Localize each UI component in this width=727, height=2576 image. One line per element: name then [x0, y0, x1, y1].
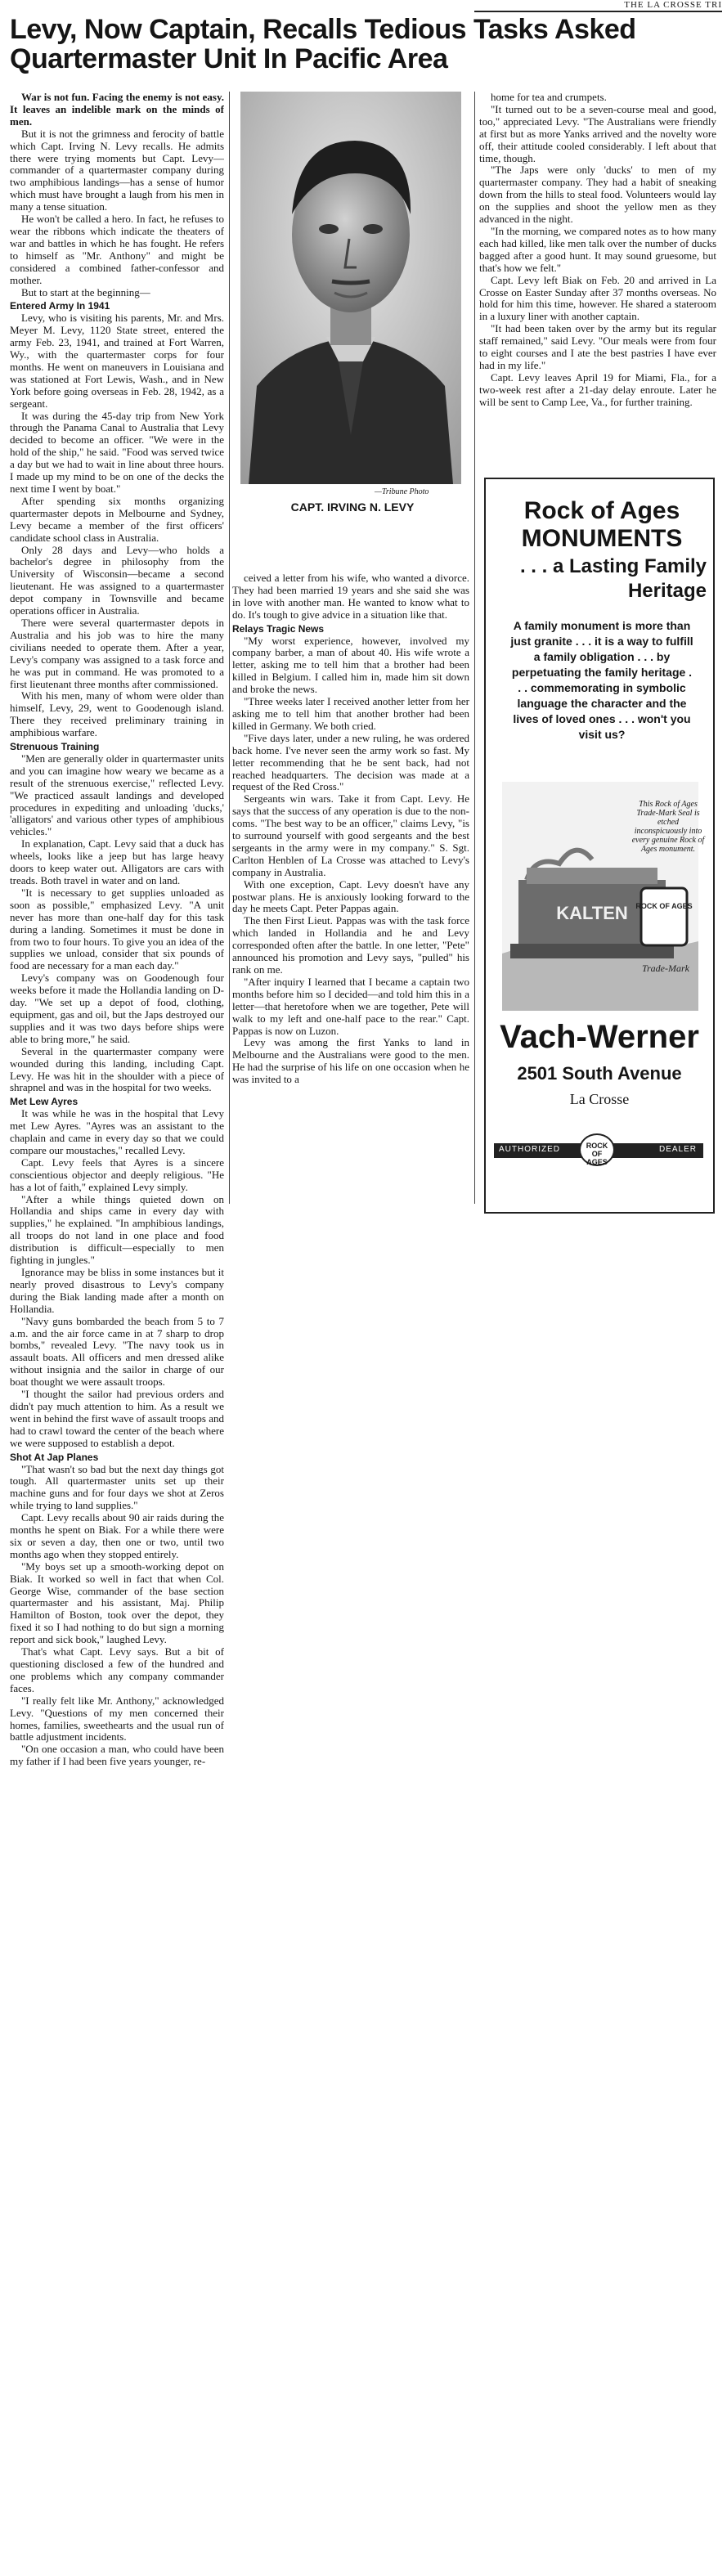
- rock-of-ages-seal-icon: ROCK OF AGES: [579, 1133, 615, 1166]
- subhead: Relays Tragic News: [232, 622, 325, 635]
- paragraph: The then First Lieut. Pappas was with the task force which landed in Hollandia and he and Levy corresponded often after the battle. In one letter, "Pete" announced his promotion and Levy says, "pulled" his rank on me.: [232, 914, 469, 976]
- photo-credit: —Tribune Photo: [375, 487, 429, 496]
- paragraph: ceived a letter from his wife, who wanted a divorce. They had been married 19 years and she said she was in love with another man. He wanted to know what to do. It's tough to give advice in a situation like that.: [232, 572, 469, 621]
- monument-name: KALTEN: [556, 903, 628, 923]
- ad-address: 2501 South Avenue: [517, 1063, 682, 1084]
- ad-tagline: . . . a Lasting Family Heritage: [519, 555, 707, 602]
- ad-firm-name: Vach-Werner: [500, 1019, 699, 1055]
- paragraph: Sergeants win wars. Take it from Capt. Levy. He says that the success of any operation is due to the non-coms. "The best way to be an officer," claims Levy, "is to surround yourself with good sergeants and the best sergeants in the army were in my company." S. Sgt. Carlton Henblen of La Crosse was attached to Levy's company in Australia.: [232, 792, 469, 878]
- paragraph: "After inquiry I learned that I became a captain two months before him so I decided—and told him this in a letter—that heretofore when we are together, Pete will walk to my left and one-half pace to the rear." Capt. Pappas is now on Luzon.: [232, 975, 469, 1037]
- paragraph: home for tea and crumpets.: [491, 92, 607, 103]
- paragraph: But it is not the grimness and ferocity of battle which Capt. Irving N. Levy recalls. He admits there were trying moments but Capt. Levy—commander of a quartermaster company during two amphibious landings—has a sense of humor which must have brought a laugh from his men in many a tense situation.: [10, 127, 224, 213]
- paragraph: "I really felt like Mr. Anthony," acknowledged Levy. "Questions of my men concerned their homes, families, sweethearts and the usual run of battle adjustment incidents.: [10, 1694, 224, 1744]
- article-column-1: [10, 92, 224, 2569]
- authorized-label: AUTHORIZED: [499, 1145, 560, 1154]
- paragraph: "Navy guns bombarded the beach from 5 to 7 a.m. and the air force came in at 7 sharp to drop bombs," revealed Levy. "The navy took us in assault boats. All officers and men dressed alike without insignia and the sailor in charge of our boat thought we were assault troops.: [10, 1314, 224, 1389]
- portrait-photo-block: [236, 92, 469, 550]
- authorized-dealer-band: [494, 1133, 703, 1166]
- paragraph: There were several quartermaster depots in Australia and his job was to hire the many civilians needed to operate them. After a year, Levy's company was assigned to a task force and he was put in command. He was promoted to a first lieutenant three months after commissioned.: [10, 616, 224, 690]
- paragraph: Capt. Levy left Biak on Feb. 20 and arrived in La Crosse on Easter Sunday after 37 months overseas. No hold for him this time, however. He shared a stateroom in a luxury liner with another captain.: [479, 273, 716, 323]
- paragraph: "It turned out to be a seven-course meal and good, too," appreciated Levy. "The Australians were friendly at first but as more Yanks arrived and the novelty wore off, their attitude cooled considerably. I left about that time, though.: [479, 102, 716, 164]
- paragraph: It was while he was in the hospital that Levy met Lew Ayres. "Ayres was an assistant to the chaplain and came in every day so that we could compare our moustaches," recalled Levy.: [10, 1107, 224, 1156]
- article-column-3: [479, 92, 716, 468]
- paragraph: In explanation, Capt. Levy said that a duck has wheels, looks like a jeep but has large heavy doors to keep water out. Alligators are cars with treads. Both travel in water and on land.: [10, 837, 224, 886]
- paragraph: He won't be called a hero. In fact, he refuses to wear the ribbons which indicate the theaters of war and battles in which he has fought. He refers to himself as "Mr. Anthony" and might be considered a combined father-confessor and mother.: [10, 213, 224, 286]
- trade-mark-label: Trade-Mark: [642, 963, 689, 974]
- subhead: Shot At Jap Planes: [10, 1451, 99, 1463]
- header-rule: [474, 11, 722, 12]
- ad-city: La Crosse: [569, 1091, 630, 1107]
- monument-advertisement: [484, 478, 715, 1214]
- article-column-2: [232, 572, 469, 1194]
- paragraph: Only 28 days and Levy—who holds a bachelor's degree in philosophy from the University of Wisconsin—became a second lieutenant. He was assigned to a quartermaster depot company in Townsville and became operations officer in Australia.: [10, 543, 224, 617]
- paragraph: "Five days later, under a new ruling, he was ordered back home. I've never seen the army work so fast. My letter recommending that he be sent back, had not reached headquarters. The decision was made at a request of the Red Cross.": [232, 731, 469, 793]
- paragraph: "That wasn't so bad but the next day things got tough. All quartermaster units set up their machine guns and for four days we shot at Zeros while trying to land supplies.": [10, 1462, 224, 1512]
- column-rule: [474, 92, 475, 1204]
- paragraph: "I thought the sailor had previous orders and didn't pay much attention to him. As a result we went in behind the first wave of assault troops and had to crawl toward the center of the beach where we were supposed to establish a depot.: [10, 1388, 224, 1449]
- paragraph: "On one occasion a man, who could have been my father if I had been five years younger, re-: [10, 1743, 224, 1768]
- paragraph: War is not fun. Facing the enemy is not easy. It leaves an indelible mark on the minds of men.: [10, 92, 224, 128]
- paragraph: "Men are generally older in quartermaster units and you can imagine how weary we became as a result of the strenuous exercise," reflected Levy. "We practiced assault landings and developed procedures in expediting and unloading 'ducks,' 'alligators' and various other types of amphibious vehicles.": [10, 752, 224, 838]
- seal-text: ROCK OF AGES: [635, 902, 693, 910]
- ad-seal-note: This Rock of Ages Trade-Mark Seal is etched inconspicuously into every genuine Rock of Ages monument.: [631, 800, 705, 854]
- paragraph: "In the morning, we compared notes as to how many each had killed, like men talk over the number of ducks bagged after a good hunt. It may sound gruesome, but that's how we felt.": [479, 224, 716, 274]
- ad-body: A family monument is more than just granite . . . it is a way to fulfill a family obligation . . . by perpetuating the family heritage . . . commemorating in symbolic language the character and the lives of loved ones . . . won't you visit us?: [510, 619, 693, 741]
- paragraph: But to start at the beginning—: [21, 285, 150, 298]
- paragraph: Levy, who is visiting his parents, Mr. and Mrs. Meyer M. Levy, 1120 State street, entered the army Feb. 23, 1941, and trained at Fort Warren, Wy., with the quartermaster corps for four months. He went on maneuvers in Louisiana and was stationed at Fort Lewis, Wash., and in New York before going overseas in Feb. 28, 1942, as a sergeant.: [10, 312, 224, 410]
- paragraph: "After a while things quieted down on Hollandia and ships came in every day with supplies," he explained. "In amphibious landings, all troops do not land in one place and food distribution is difficult—especially to men fighting in jungles.": [10, 1192, 224, 1267]
- paragraph: "The Japs were only 'ducks' to men of my quartermaster company. They had a habit of sneaking down from the hills to steal food. Volunteers would lay on the supplies and shoot the yellow men as they advanced in the night.: [479, 164, 716, 226]
- photo-caption: CAPT. IRVING N. LEVY: [290, 500, 415, 514]
- paragraph: "My boys set up a smooth-working depot on Biak. It worked so well in fact that when Col. George Wise, commander of the base section quartermaster and his assistant, Maj. Philip Hamilton of Boston, took over the depot, they fixed it so I had nothing to do but sign a morning report and sick book," laughed Levy.: [10, 1560, 224, 1646]
- paragraph: Levy's company was on Goodenough four weeks before it made the Hollandia landing on D-day. "We set up a depot of food, clothing, equipment, gas and oil, but the Japs destroyed our supplies and it was two days before ships were able to bring more," he said.: [10, 972, 224, 1045]
- subhead: Strenuous Training: [10, 741, 100, 753]
- dealer-label: DEALER: [658, 1145, 697, 1154]
- ad-title: Rock of Ages MONUMENTS: [521, 497, 683, 552]
- headline: Levy, Now Captain, Recalls Tedious Tasks Asked Quartermaster Unit In Pacific Area: [10, 14, 636, 74]
- subhead: Entered Army In 1941: [10, 300, 110, 312]
- paragraph: Levy was among the first Yanks to land in Melbourne and the Australians were good to the men. He had the surprise of his life on one occasion when he was invited to a: [232, 1036, 469, 1086]
- paragraph: Ignorance may be bliss in some instances but it nearly proved disastrous to Levy's company during the Biak landing made after a month on Hollandia.: [10, 1266, 224, 1315]
- paragraph: It was during the 45-day trip from New York through the Panama Canal to Australia that Levy decided to become an officer. "We were in the hold of the ship," he said. "Food was served twice a day but we had to wait in line about three hours. I made up my mind to be on one of the decks the next time I went by boat.": [10, 409, 224, 495]
- paragraph: Capt. Levy recalls about 90 air raids during the months he spent on Biak. For a while there were six or seven a day, then one or two, until two months ago when they stopped entirely.: [10, 1511, 224, 1560]
- paragraph: "It had been taken over by the army but its regular staff remained," said Levy. "Our meals were from four to eight courses and I ate the best pastries I have ever had in my life.": [479, 322, 716, 371]
- paragraph: After spending six months organizing quartermaster depots in Melbourne and Sydney, Levy became a member of the first officers' candidate school class in Australia.: [10, 494, 224, 544]
- paragraph: Several in the quartermaster company were wounded during this landing, including Capt. Levy. He was hit in the shoulder with a piece of shrapnel and was in the hospital for two weeks.: [10, 1044, 224, 1094]
- portrait-photo: [240, 92, 461, 484]
- paragraph: With one exception, Capt. Levy doesn't have any postwar plans. He is anxiously looking forward to the day he meets Capt. Peter Pappas again.: [232, 877, 469, 915]
- paragraph: "Three weeks later I received another letter from her asking me to tell him that another brother had been killed in Germany. We both cried.: [232, 695, 469, 732]
- subhead: Met Lew Ayres: [10, 1096, 79, 1108]
- paragraph: With his men, many of whom were older than himself, Levy, 29, went to Goodenough island. There they received preliminary training in amphibious warfare.: [10, 689, 224, 739]
- paragraph: Capt. Levy leaves April 19 for Miami, Fla., for a two-week rest after a 21-day delay enroute. Later he will be sent to Camp Lee, Va., for further training.: [479, 370, 716, 408]
- paragraph: Capt. Levy feels that Ayres is a sincere conscientious objector and deeply religious. "He has a lot of faith," explained Levy simply.: [10, 1156, 224, 1193]
- paragraph: "It is necessary to get supplies unloaded as soon as possible," emphasized Levy. "A unit never has more than one-half day for this task during a landing. Sometimes it must be done in from two to four hours. To give you an idea of the supplies we unload, consider that six pounds of food are necessary for a man each day.": [10, 886, 224, 972]
- running-head: THE LA CROSSE TRI: [624, 0, 722, 10]
- column-rule: [229, 92, 230, 1204]
- paragraph: That's what Capt. Levy says. But a bit of questioning disclosed a few of the hundred and one problems which any company commander faces.: [10, 1645, 224, 1694]
- paragraph: "My worst experience, however, involved my company barber, a man of about 40. His wife wrote a letter, asking me to tell him that a brother had been killed in Belgium. I called him in, made him sit down and broke the news.: [232, 634, 469, 696]
